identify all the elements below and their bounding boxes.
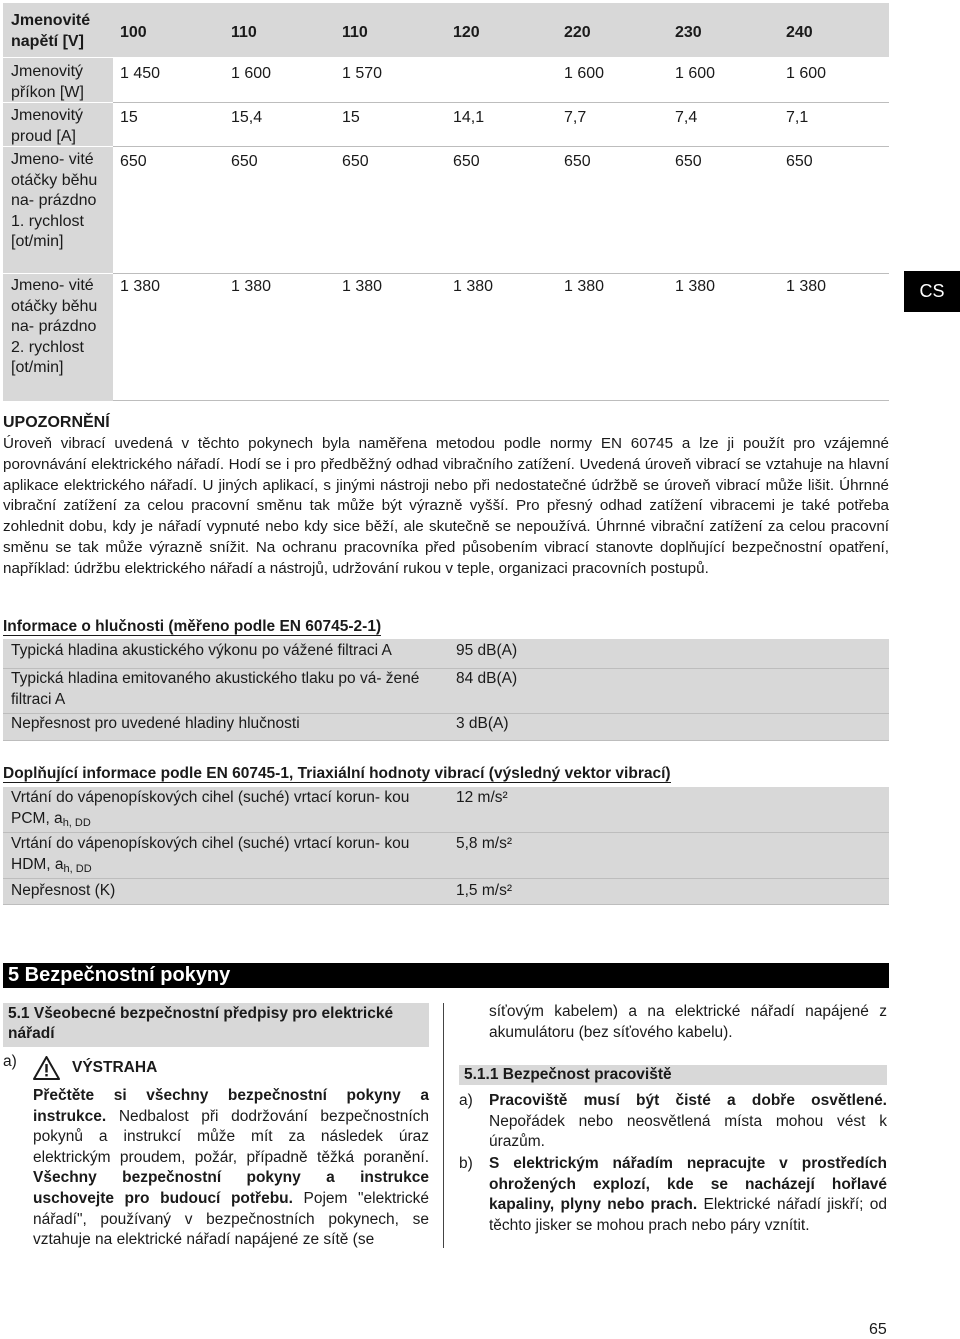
- workplace-item-a: Pracoviště musí být čisté a dobře osvětlené. Nepořádek nebo neosvětlená místa mohou vést k úrazům.: [489, 1092, 887, 1151]
- spec-cell-power: 1 570: [342, 65, 383, 82]
- vibration-row-value: 1,5 m/s²: [456, 882, 512, 899]
- spec-cell-speed2: 1 380: [564, 278, 605, 295]
- spec-cell-current: 7,7: [564, 109, 587, 126]
- spec-cell-speed2: 1 380: [453, 278, 494, 295]
- spec-cell-speed2: 1 380: [675, 278, 716, 295]
- vibration-row-label: Nepřesnost (K): [11, 882, 116, 899]
- warning-text: Úroveň vibrací uvedená v těchto pokynech byla naměřena metodou podle normy EN 60745 a lze ji použít pro vzájemné porovnávání elektrického nářadí. Hodí se i pro předběžný odhad vibračního zatížení. Uvedená úroveň vibrací se vztahuje na hlavní aplikace elektrického nářadí. U jiných aplikací, s jinými nástroji nebo při nedostatečné údržbě se úroveň vibrací může lišit. Úhrnné vibrační zatížení za celou pracovní směnu tak může být výrazně vyšší. Pro přesný odhad zatížení vibracemi je také potřeba zohlednit dobu, kdy je nářadí vypnuté nebo kdy sice běží, ale skutečně se nepoužívá. Úhrnné vibrační zatížení za celou pracovní směnu se tak může výrazně snížit. Na ochranu pracovníka před působením vibrací stanovte doplňující bezpečnostní opatření, například: údržbu elektrického nářadí a nástrojů, udržování rukou v teple, organizaci pracovních postupů.: [3, 435, 889, 577]
- spec-table: [3, 3, 889, 401]
- spec-cell-power: 1 600: [786, 65, 827, 82]
- spec-cell-current: 15,4: [231, 109, 263, 126]
- vibration-table: [3, 787, 889, 905]
- spec-cell-speed2: 1 380: [231, 278, 272, 295]
- spec-cell-current: 14,1: [453, 109, 485, 126]
- language-tab: CS: [904, 271, 960, 312]
- vibration-row-label: Vrtání do vápenopískových cihel (suché) vrtací korun- kou HDM, $a_{h, DD}$: [11, 835, 410, 875]
- spec-cell-current: 15: [342, 109, 360, 126]
- label-power: Jmenovitý příkon [W]: [11, 63, 84, 101]
- warning-title: UPOZORNĚNÍ: [3, 414, 110, 431]
- spec-cell-power: 1 600: [231, 65, 272, 82]
- spec-cell-speed2: 1 380: [120, 278, 161, 295]
- warning-triangle-icon: [33, 1056, 60, 1080]
- vibration-title: [3, 764, 671, 784]
- spec-cell-speed1: 650: [342, 153, 369, 170]
- spec-cell-power: 1 600: [675, 65, 716, 82]
- vibration-row-value: 5,8 m/s²: [456, 835, 512, 852]
- noise-row-value: 3 dB(A): [456, 715, 509, 732]
- label-speed-1: Jmeno- vité otáčky běhu na- prázdno 1. rychlost [ot/min]: [11, 151, 98, 250]
- voltage-header-row: [113, 3, 889, 57]
- item-label-a: a): [459, 1092, 473, 1109]
- spec-cell-current: 15: [120, 109, 138, 126]
- spec-cell-speed1: 650: [564, 153, 591, 170]
- noise-table: [3, 639, 889, 741]
- section-5-title: 5 Bezpečnostní pokyny: [8, 964, 231, 986]
- spec-cell-speed1: 650: [231, 153, 258, 170]
- spec-cell-speed1: 650: [453, 153, 480, 170]
- continued-text: síťovým kabelem) a na elektrické nářadí napájené z akumulátoru (bez síťového kabelu).: [489, 1003, 887, 1041]
- spec-cell-current: 7,1: [786, 109, 809, 126]
- spec-cell-voltage: 220: [564, 24, 591, 41]
- noise-row-label: Typická hladina akustického výkonu po vážené filtraci A: [11, 642, 392, 659]
- spec-cell-current: 7,4: [675, 109, 698, 126]
- spec-cell-speed2: 1 380: [786, 278, 827, 295]
- spec-cell-speed1: 650: [675, 153, 702, 170]
- noise-row-value: 84 dB(A): [456, 670, 518, 687]
- spec-cell-speed1: 650: [786, 153, 813, 170]
- page-number: 65: [869, 1321, 887, 1338]
- vibration-title-text: Doplňující informace podle EN 60745-1, Triaxiální hodnoty vibrací (výsledný vektor vibrací): [3, 765, 671, 782]
- spec-cell-voltage: 120: [453, 24, 480, 41]
- label-voltage: Jmenovité napětí [V]: [11, 12, 91, 50]
- label-speed-2: Jmeno- vité otáčky běhu na- prázdno 2. rychlost [ot/min]: [11, 277, 98, 376]
- spec-cell-speed2: 1 380: [342, 278, 383, 295]
- spec-cell-voltage: 110: [342, 24, 368, 41]
- label-current: Jmenovitý proud [A]: [11, 107, 84, 145]
- spec-cell-power: 1 450: [120, 65, 161, 82]
- vibration-row-label: Vrtání do vápenopískových cihel (suché) vrtací korun- kou PCM, $a_{h, DD}$: [11, 789, 410, 829]
- spec-label-column: [3, 3, 113, 401]
- noise-row-label: Nepřesnost pro uvedené hladiny hlučnosti: [11, 715, 300, 732]
- spec-value-area: [113, 3, 889, 401]
- item-label-a: a): [3, 1053, 17, 1070]
- noise-title: [3, 617, 381, 637]
- warning-word: VÝSTRAHA: [72, 1059, 158, 1076]
- workplace-item-b: S elektrickým nářadím nepracujte v prostředích ohrožených explozí, kde se nacházejí hořlavé kapaliny, plyny nebo prach. Elektrické nářadí jiskří; od těchto jisker se mohou prach nebo páry vznítit.: [489, 1155, 887, 1234]
- item-label-b: b): [459, 1155, 473, 1172]
- section-5-1-1-title: 5.1.1 Bezpečnost pracoviště: [464, 1066, 672, 1083]
- spec-cell-voltage: 240: [786, 24, 813, 41]
- noise-row-value: 95 dB(A): [456, 642, 518, 659]
- warning-body: Přečtěte si všechny bezpečnostní pokyny a instrukce. Nedbalost při dodržování bezpečnostních pokynů a instrukcí může mít za následek úraz elektrickým proudem, požár, případně těžká poranění. Všechny bezpečnostní pokyny a instrukce uschovejte pro budoucí potřebu. Pojem "elektrické nářadí", používaný v bezpečnostních pokynech, se vztahuje na elektrické nářadí napájené ze sítě (se: [33, 1087, 429, 1249]
- spec-cell-power: 1 600: [564, 65, 605, 82]
- noise-row-label: Typická hladina emitovaného akustického tlaku po vá- žené filtraci A: [11, 670, 420, 708]
- noise-title-text: Informace o hlučnosti (měřeno podle EN 60745-2-1): [3, 618, 382, 635]
- spec-cell-speed1: 650: [120, 153, 147, 170]
- spec-cell-voltage: 230: [675, 24, 702, 41]
- spec-cell-voltage: 100: [120, 24, 147, 41]
- column-divider: [443, 1003, 444, 1248]
- spec-cell-voltage: 110: [231, 24, 257, 41]
- vibration-row-value: 12 m/s²: [456, 789, 508, 806]
- section-5-1-title: 5.1 Všeobecné bezpečnostní předpisy pro elektrické nářadí: [8, 1005, 394, 1042]
